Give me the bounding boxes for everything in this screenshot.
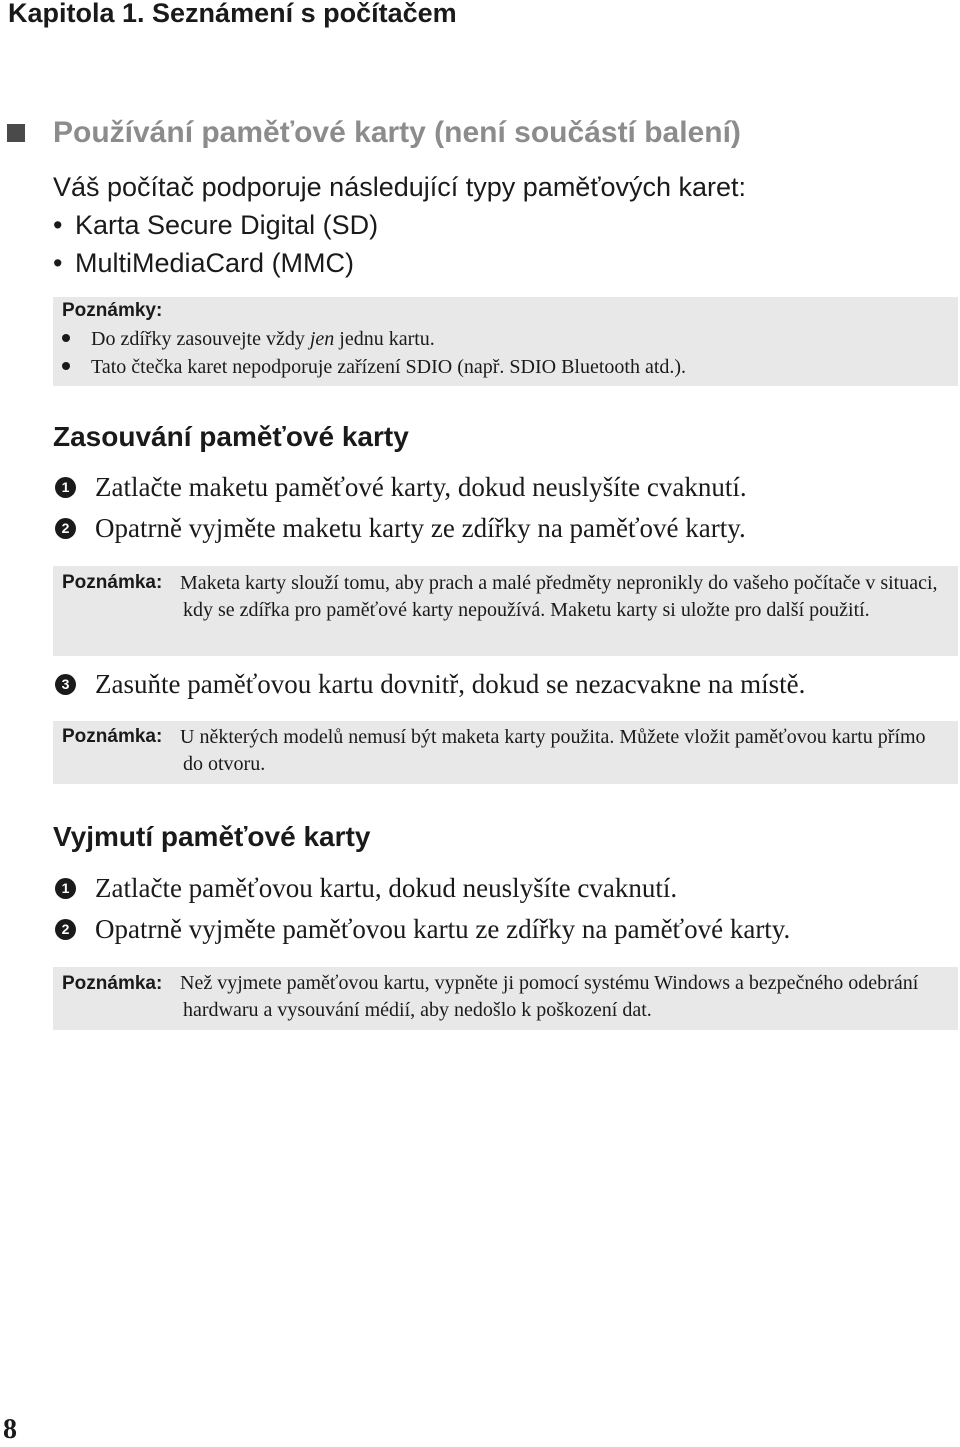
card-type-item bbox=[53, 246, 354, 280]
note-label: Poznámka: bbox=[62, 726, 163, 747]
notes-heading: Poznámky: bbox=[62, 300, 163, 321]
step-number-icon: 1 bbox=[55, 878, 76, 899]
step-text: Zatlačte maketu paměťové karty, dokud neuslyšíte cvaknutí. bbox=[95, 472, 747, 502]
chapter-title: Kapitola 1. Seznámení s počítačem bbox=[8, 0, 457, 28]
page-number: 8 bbox=[3, 1414, 17, 1445]
step-text: Opatrně vyjměte paměťovou kartu ze zdířky na paměťové karty. bbox=[95, 914, 791, 944]
step-number-icon: 1 bbox=[55, 477, 76, 498]
note-label: Poznámka: bbox=[62, 973, 163, 994]
note-text: Než vyjmete paměťovou kartu, vypněte ji pomocí systému Windows a bezpečného odebrání hardwaru a vysouvání médií, aby nedošlo k poškození dat. bbox=[180, 972, 919, 1021]
note-text: U některých modelů nemusí být maketa karty použita. Můžete vložit paměťovou kartu přímo do otvoru. bbox=[180, 726, 926, 775]
note-item: Do zdířky zasouvejte vždy jen jednu kartu. bbox=[62, 326, 435, 352]
bullet-icon bbox=[62, 334, 70, 342]
note-label: Poznámka: bbox=[62, 572, 163, 593]
step-number-icon: 2 bbox=[55, 919, 76, 940]
card-type-item bbox=[53, 208, 378, 242]
bullet-icon bbox=[62, 362, 70, 370]
intro-text: Váš počítač podporuje následující typy paměťových karet: bbox=[53, 172, 747, 202]
note-text: Maketa karty slouží tomu, aby prach a malé předměty nepronikly do vašeho počítače v situaci, kdy se zdířka pro paměťové karty nepoužívá. Maketu karty si uložte pro další použití. bbox=[180, 572, 938, 621]
bullet-icon: • bbox=[53, 248, 63, 278]
remove-heading: Vyjmutí paměťové karty bbox=[53, 821, 371, 852]
step-text: Zasuňte paměťovou kartu dovnitř, dokud se nezacvakne na místě. bbox=[95, 669, 806, 699]
step-text: Opatrně vyjměte maketu karty ze zdířky na paměťové karty. bbox=[95, 513, 746, 543]
insert-heading: Zasouvání paměťové karty bbox=[53, 421, 409, 452]
step-number-icon: 2 bbox=[55, 518, 76, 539]
emphasis: jen bbox=[309, 328, 335, 350]
step-number-icon: 3 bbox=[55, 674, 76, 695]
card-type-label: MultiMediaCard (MMC) bbox=[75, 248, 355, 278]
card-type-label: Karta Secure Digital (SD) bbox=[75, 210, 379, 240]
section-square-bullet-icon bbox=[7, 124, 25, 142]
section-title: Používání paměťové karty (není součástí balení) bbox=[53, 116, 741, 149]
bullet-icon: • bbox=[53, 210, 63, 240]
note-item: Tato čtečka karet nepodporuje zařízení SDIO (např. SDIO Bluetooth atd.). bbox=[62, 354, 686, 380]
step-text: Zatlačte paměťovou kartu, dokud neuslyšíte cvaknutí. bbox=[95, 873, 678, 903]
